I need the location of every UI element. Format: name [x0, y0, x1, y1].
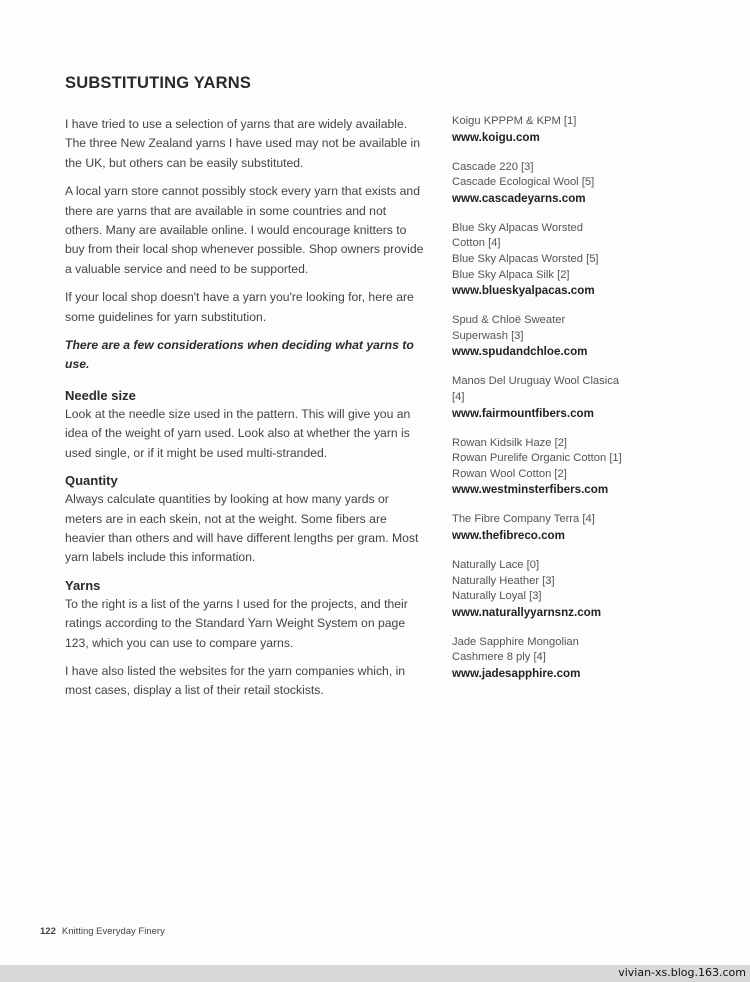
- section-title: Yarns: [65, 577, 101, 593]
- yarn-name: Blue Sky Alpacas Worsted [5]: [452, 252, 599, 265]
- local-store-paragraph: A local yarn store cannot possibly stock every yarn that exists and there are yarns that are available in some countries and not others. Many are available online. I would encourage knitters to buy from their local shop whenever possible. Shop owners provide a valuable service and need to be supported.: [65, 184, 424, 276]
- watermark-bar: [0, 965, 750, 982]
- main-column: [65, 74, 425, 710]
- yarn-name: Naturally Lace [0]: [452, 558, 540, 571]
- yarn-website-link[interactable]: www.koigu.com: [452, 130, 540, 144]
- section-text: Always calculate quantities by looking at how many yards or meters are in each skein, not at the weight. Some fibers are heavier than others and will have different lengths per gram. Most yarn labels include this information.: [65, 492, 419, 565]
- yarn-name: Cascade Ecological Wool [5]: [452, 176, 595, 189]
- yarn-entry: [452, 160, 682, 207]
- section-title: Needle size: [65, 387, 136, 403]
- yarn-name: Blue Sky Alpacas Worsted: [452, 221, 583, 234]
- yarn-website-link[interactable]: www.blueskyalpacas.com: [452, 284, 595, 298]
- section-text: To the right is a list of the yarns I used for the projects, and their ratings according to the Standard Yarn Weight System on page 123, which you can use to compare yarns.: [65, 596, 408, 650]
- yarn-entry: [452, 374, 682, 421]
- yarn-entry: [452, 114, 682, 146]
- yarn-entry: [452, 635, 682, 682]
- section-title: Quantity: [65, 473, 118, 489]
- section-yarns: [65, 577, 425, 653]
- yarn-name: Rowan Wool Cotton [2]: [452, 467, 567, 480]
- yarn-name: Manos Del Uruguay Wool Clasica: [452, 375, 620, 388]
- closing-paragraph: I have also listed the websites for the yarn companies which, in most cases, display a list of their retail stockists.: [65, 663, 406, 698]
- yarn-entry: [452, 558, 682, 621]
- guidelines-paragraph: If your local shop doesn't have a yarn you're looking for, here are some guidelines for yarn substitution.: [65, 290, 414, 324]
- yarn-name: Spud & Chloë Sweater: [452, 314, 566, 327]
- yarn-entry: [452, 512, 682, 544]
- yarn-website-link[interactable]: www.spudandchloe.com: [452, 345, 588, 359]
- yarn-name: [4]: [452, 390, 465, 403]
- yarn-entry: [452, 221, 682, 299]
- yarn-entry: [452, 313, 682, 360]
- intro-paragraph: I have tried to use a selection of yarns that are widely available. The three New Zealand yarns I have used may not be available in the UK, but others can be easily substituted.: [65, 117, 420, 170]
- yarn-name: Blue Sky Alpaca Silk [2]: [452, 268, 570, 281]
- yarn-name: Cotton [4]: [452, 237, 501, 250]
- yarn-website-link[interactable]: www.westminsterfibers.com: [452, 483, 609, 497]
- yarn-name: Naturally Heather [3]: [452, 574, 555, 587]
- book-title: Knitting Everyday Finery: [61, 926, 165, 937]
- section-quantity: [65, 472, 425, 568]
- page-title: SUBSTITUTING YARNS: [65, 74, 252, 92]
- watermark-text: vivian-xs.blog.163.com: [618, 966, 746, 979]
- yarn-website-link[interactable]: www.naturallyyarnsnz.com: [452, 605, 602, 619]
- yarn-name: The Fibre Company Terra [4]: [452, 513, 595, 526]
- page-number: 122: [40, 926, 56, 937]
- page-footer: [40, 926, 165, 937]
- considerations-lead: There are a few considerations when deciding what yarns to use.: [65, 338, 414, 372]
- yarn-website-link[interactable]: www.thefibreco.com: [452, 528, 565, 542]
- yarn-name: Koigu KPPPM & KPM [1]: [452, 115, 577, 127]
- yarn-name: Rowan Purelife Organic Cotton [1]: [452, 452, 622, 465]
- yarn-name: Rowan Kidsilk Haze [2]: [452, 436, 568, 449]
- yarn-name: Cashmere 8 ply [4]: [452, 651, 546, 664]
- yarn-name: Superwash [3]: [452, 329, 524, 342]
- yarn-list: [452, 114, 682, 696]
- yarn-name: Cascade 220 [3]: [452, 160, 534, 173]
- yarn-entry: [452, 436, 682, 499]
- yarn-website-link[interactable]: www.jadesapphire.com: [452, 666, 581, 680]
- yarn-website-link[interactable]: www.cascadeyarns.com: [452, 191, 586, 205]
- yarn-name: Naturally Loyal [3]: [452, 590, 542, 603]
- yarn-website-link[interactable]: www.fairmountfibers.com: [452, 406, 594, 420]
- section-text: Look at the needle size used in the pattern. This will give you an idea of the weight of yarn used. Look also at whether the yarn is used single, or if it might be used multi-stranded.: [65, 406, 411, 460]
- yarn-name: Jade Sapphire Mongolian: [452, 635, 579, 648]
- section-needle-size: [65, 387, 425, 463]
